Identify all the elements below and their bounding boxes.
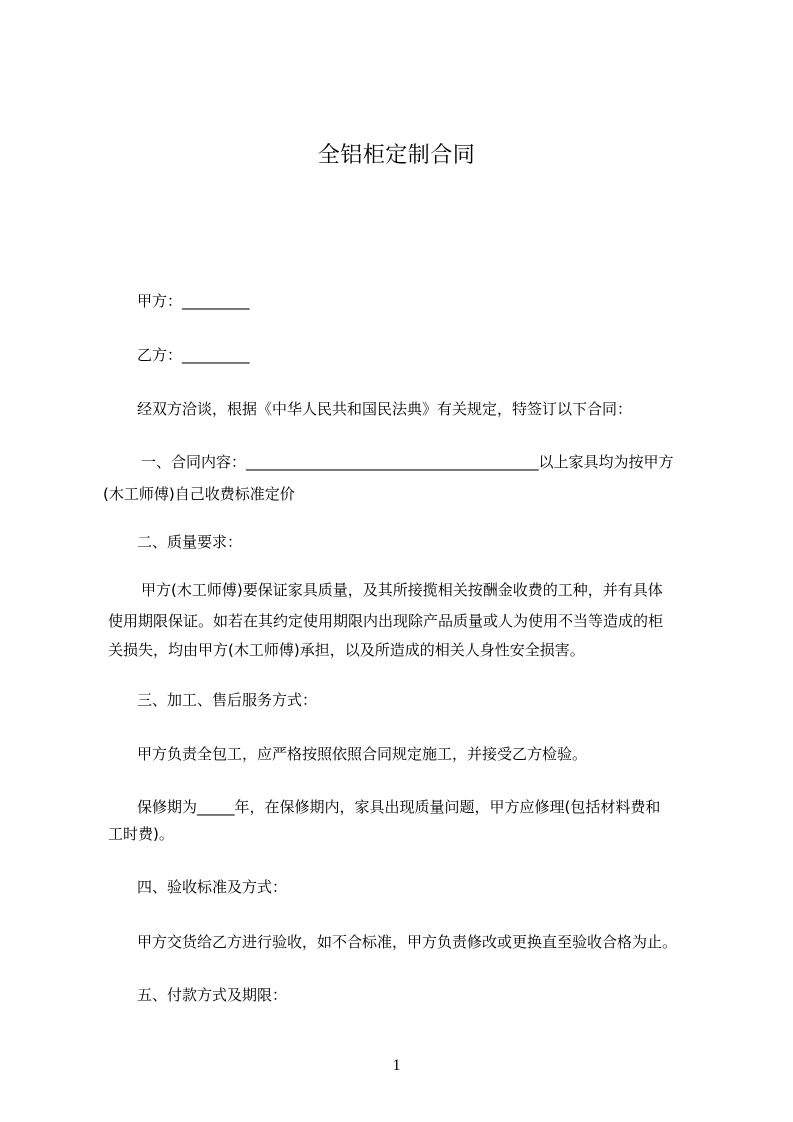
section-3-heading: 三、加工、售后服务方式： — [137, 691, 318, 709]
section-3-paragraph-2-line-2: 工时费)。 — [108, 825, 174, 843]
intro-paragraph: 经双方洽谈，根据《中华人民共和国民法典》有关规定，特签订以下合同： — [137, 400, 633, 418]
section-1-line-1: 一、合同内容：_______________________________________以上家具均为按甲方 — [141, 453, 674, 471]
document-title: 全铝柜定制合同 — [317, 143, 476, 168]
section-2-heading: 二、质量要求： — [137, 533, 243, 551]
section-2-line-2: 使用期限保证。如若在其约定使用期限内出现除产品质量或人为使用不当等造成的柜 — [108, 612, 664, 630]
section-3-paragraph-1: 甲方负责全包工，应严格按照依照合同规定施工，并接受乙方检验。 — [137, 745, 588, 763]
party-b-line: 乙方：_________ — [137, 346, 250, 364]
page-number: 1 — [392, 1057, 401, 1074]
section-4-paragraph-1: 甲方交货给乙方进行验收，如不合标准，甲方负责修改或更换直至验收合格为止。 — [137, 933, 678, 951]
section-3-paragraph-2-line-1: 保修期为_____年，在保修期内，家具出现质量问题，甲方应修理(包括材料费和 — [137, 798, 661, 816]
section-4-heading: 四、验收标准及方式： — [137, 878, 288, 896]
section-2-line-3: 关损失，均由甲方(木工师傅)承担，以及所造成的相关人身性安全损害。 — [108, 641, 585, 659]
section-5-heading: 五、付款方式及期限： — [137, 986, 288, 1004]
section-1-line-2: (木工师傅)自己收费标准定价 — [103, 485, 295, 503]
party-a-line: 甲方：_________ — [137, 292, 250, 310]
section-2-line-1: 甲方(木工师傅)要保证家具质量，及其所接揽相关按酬金收费的工种，并有具体 — [141, 581, 663, 599]
